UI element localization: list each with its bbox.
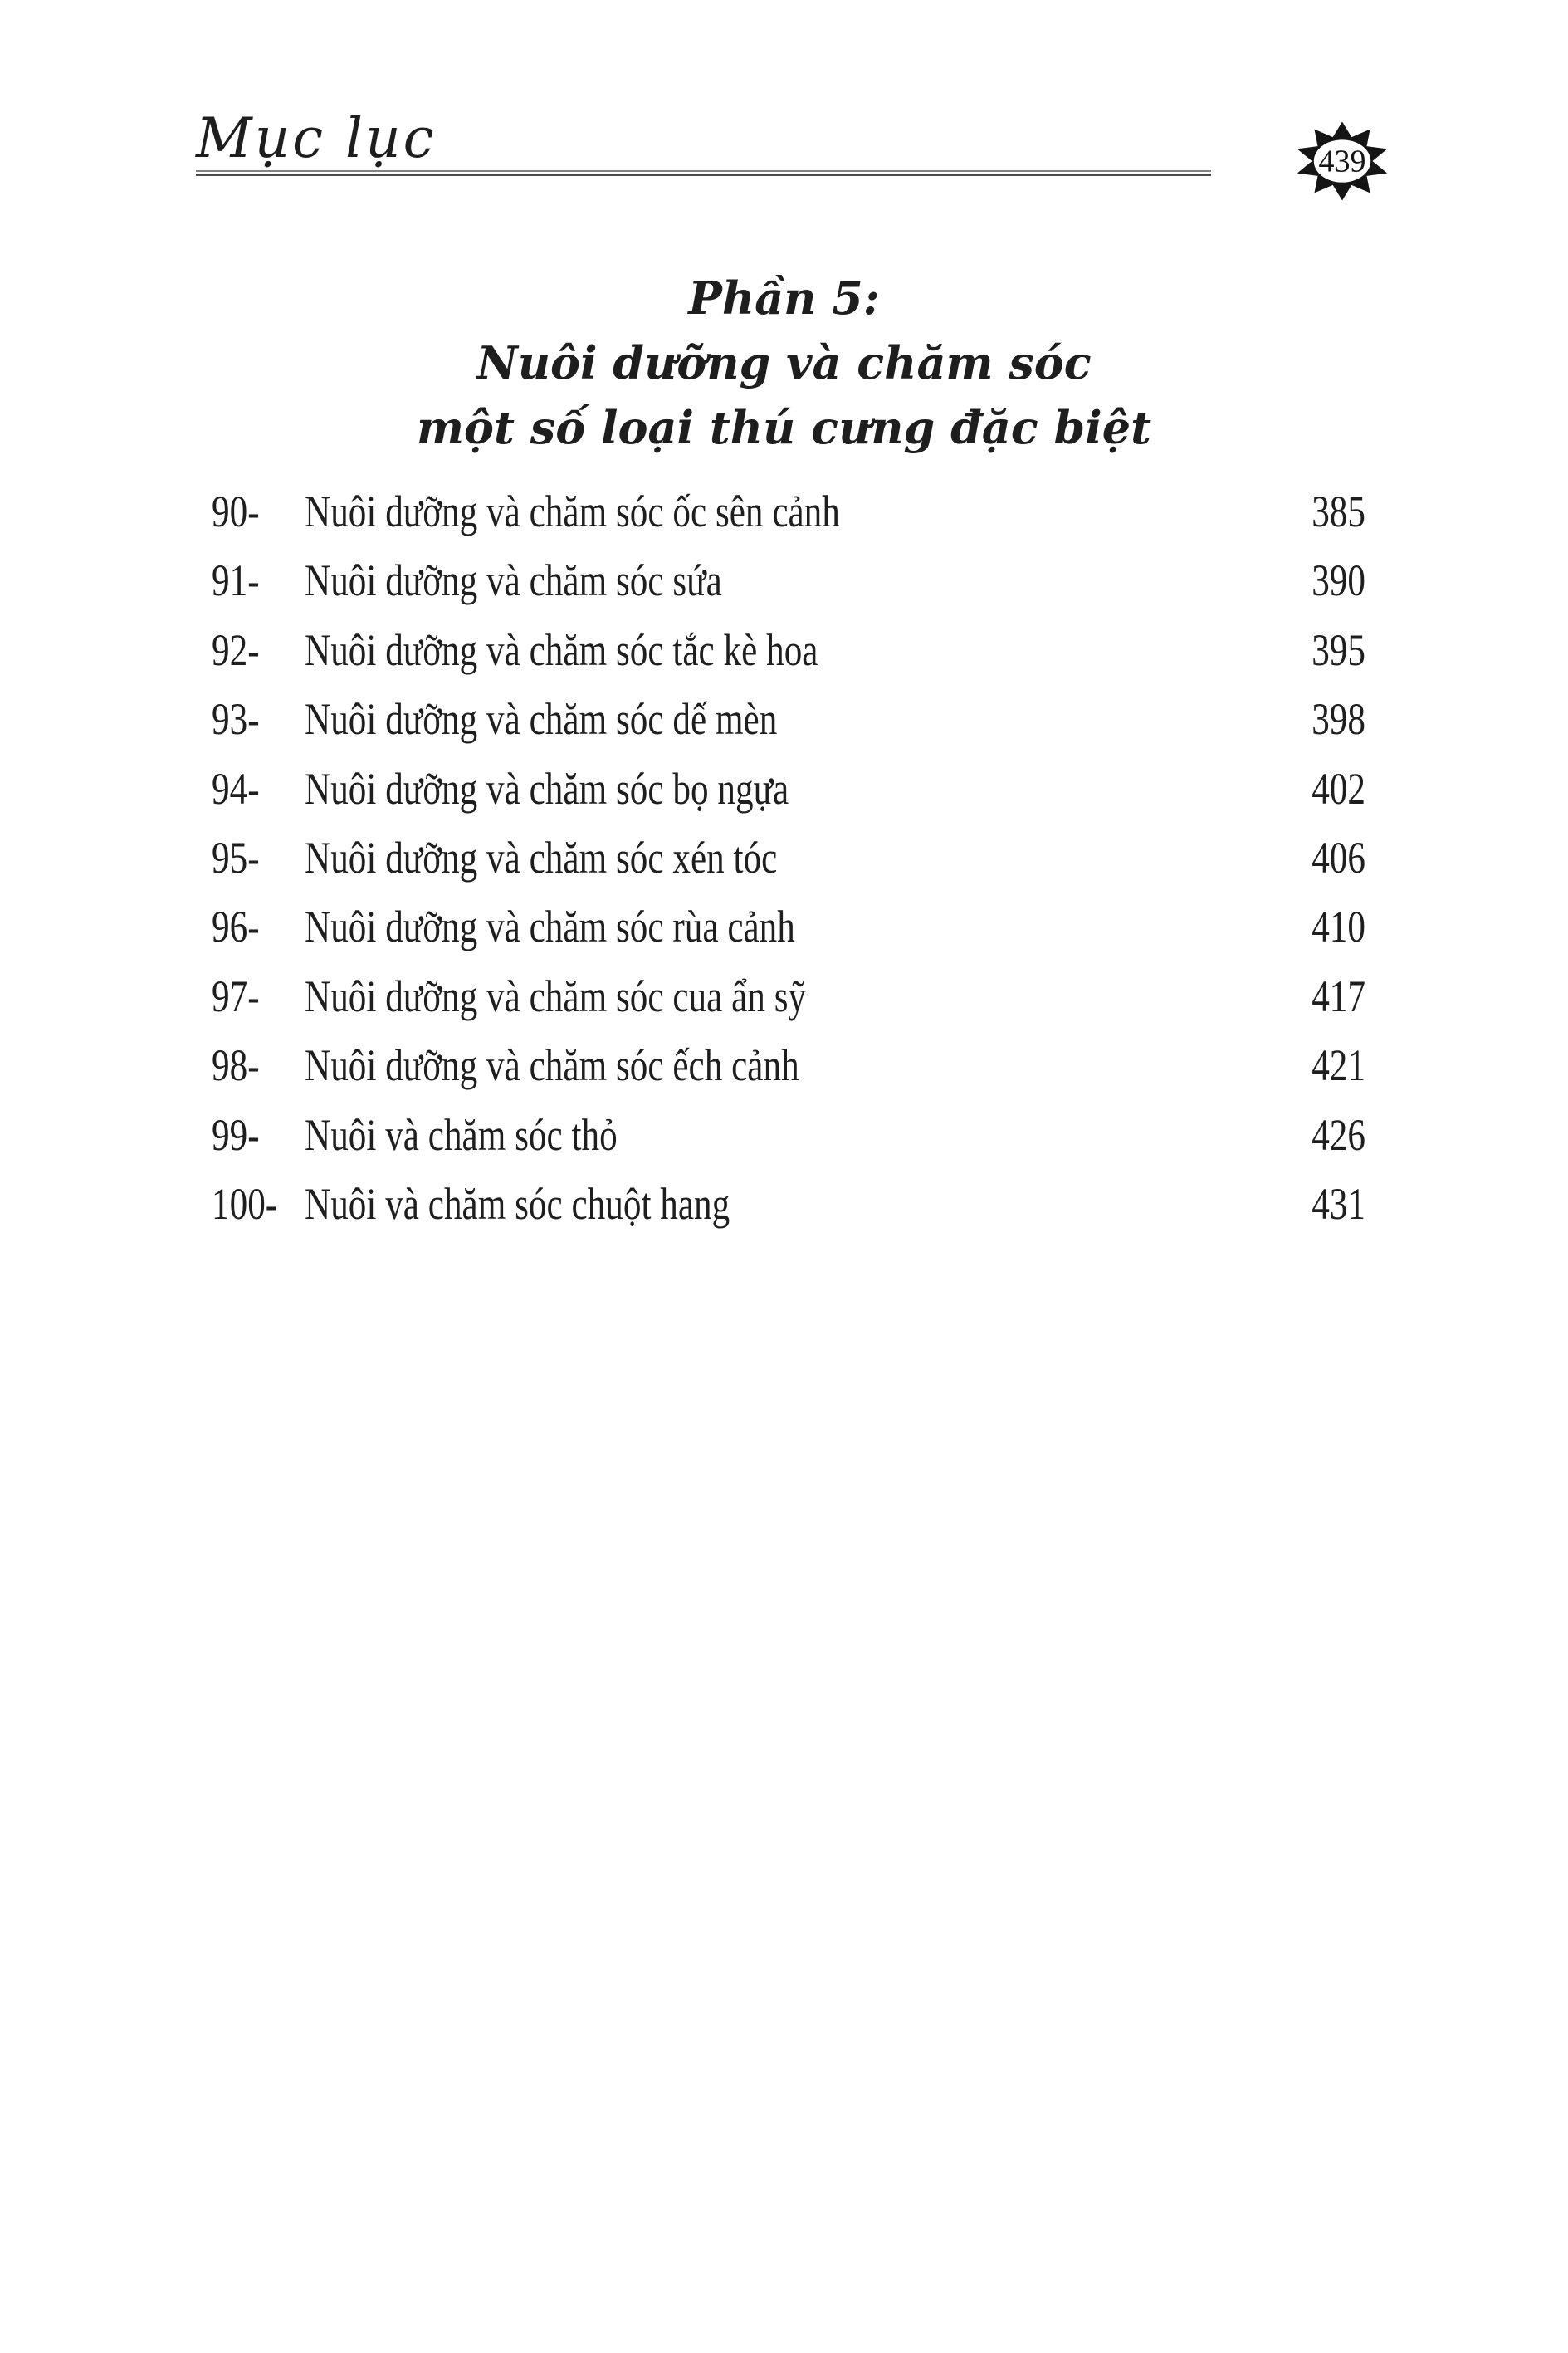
toc-entry-page: 406 — [1312, 832, 1365, 883]
toc-row — [212, 962, 1365, 1031]
toc-entry-number: 96- — [212, 902, 260, 952]
section-title-line: một số loại thú cưng đặc biệt — [416, 401, 1152, 454]
section-title-part-label: Phần 5: — [688, 272, 880, 325]
toc-entry-number: 95- — [212, 832, 260, 883]
toc-entry-title: Nuôi dưỡng và chăm sóc xén tóc — [305, 832, 778, 883]
toc-entry-page: 426 — [1312, 1109, 1365, 1160]
toc-row — [212, 616, 1365, 685]
toc-entry-title: Nuôi dưỡng và chăm sóc rùa cảnh — [305, 902, 795, 952]
page-number-badge-icon — [1295, 120, 1390, 203]
toc-row — [212, 824, 1365, 893]
toc-row — [212, 546, 1365, 615]
toc-entry-title: Nuôi dưỡng và chăm sóc bọ ngựa — [305, 763, 789, 814]
toc-entry-number: 94- — [212, 763, 260, 814]
section-title — [0, 266, 1568, 460]
toc-entry-page: 402 — [1312, 763, 1365, 814]
toc-entry-page: 431 — [1312, 1178, 1365, 1229]
toc-entry-page: 385 — [1312, 487, 1365, 536]
toc-entry-title: Nuôi dưỡng và chăm sóc cua ẩn sỹ — [305, 971, 807, 1021]
toc-entry-page: 417 — [1312, 971, 1365, 1021]
toc-entry-page: 421 — [1312, 1040, 1365, 1091]
page-number: 439 — [1318, 144, 1366, 179]
toc-entry-number: 91- — [212, 555, 260, 606]
header-rule — [196, 170, 1211, 176]
toc-entry-title: Nuôi dưỡng và chăm sóc ốc sên cảnh — [305, 487, 840, 536]
toc-entry-number: 99- — [212, 1109, 260, 1160]
toc-list — [212, 477, 1365, 1239]
section-title-line: Nuôi dưỡng và chăm sóc — [476, 336, 1092, 389]
toc-entry-number: 90- — [212, 487, 260, 536]
toc-row — [212, 685, 1365, 754]
toc-entry-page: 398 — [1312, 694, 1365, 745]
toc-row — [212, 1031, 1365, 1100]
toc-entry-number: 97- — [212, 971, 260, 1021]
toc-entry-page: 395 — [1312, 624, 1365, 675]
toc-entry-number: 92- — [212, 624, 260, 675]
toc-entry-number: 100- — [212, 1178, 278, 1229]
toc-entry-title: Nuôi dưỡng và chăm sóc sứa — [305, 555, 722, 606]
toc-entry-number: 98- — [212, 1040, 260, 1091]
toc-entry-title: Nuôi và chăm sóc thỏ — [305, 1109, 618, 1160]
toc-entry-number: 93- — [212, 694, 260, 745]
toc-row — [212, 893, 1365, 961]
toc-entry-page: 410 — [1312, 902, 1365, 952]
toc-entry-title: Nuôi dưỡng và chăm sóc tắc kè hoa — [305, 624, 818, 675]
toc-entry-page: 390 — [1312, 555, 1365, 606]
page-header-title: Mục lục — [196, 106, 437, 170]
toc-entry-title: Nuôi và chăm sóc chuột hang — [305, 1178, 730, 1229]
toc-row — [212, 477, 1365, 546]
toc-row — [212, 755, 1365, 824]
toc-entry-title: Nuôi dưỡng và chăm sóc ếch cảnh — [305, 1040, 799, 1091]
toc-row — [212, 1170, 1365, 1239]
toc-entry-title: Nuôi dưỡng và chăm sóc dế mèn — [305, 694, 778, 745]
toc-row — [212, 1101, 1365, 1170]
